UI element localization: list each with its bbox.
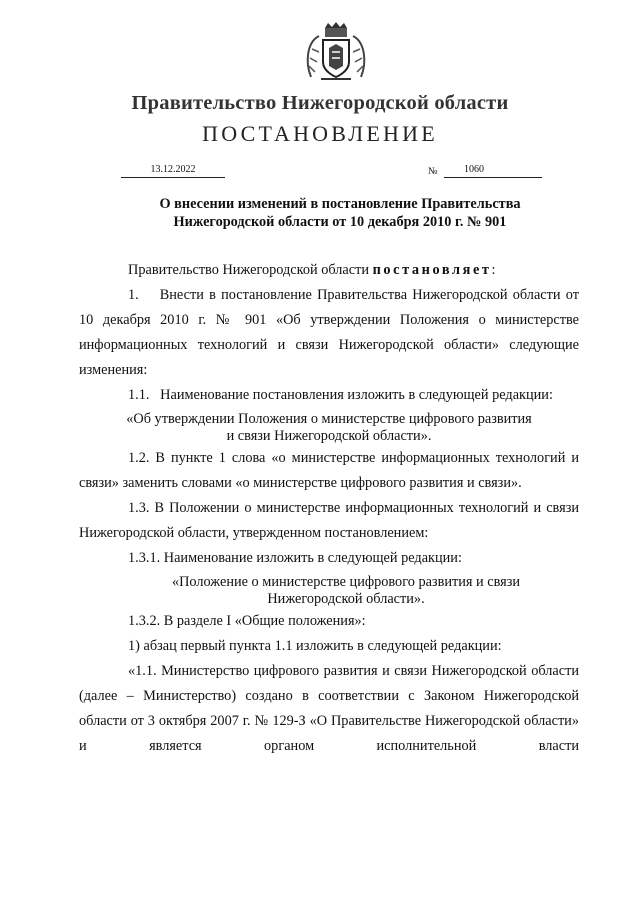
paragraph-1-1: 1.1. Наименование постановления изложить в следующей редакции: bbox=[128, 387, 553, 403]
quote-1-line-1: «Об утверждении Положения о министерстве цифрового развития bbox=[126, 411, 532, 427]
quote-2-line-1: «Положение о министерстве цифрового развития и связи bbox=[171, 574, 521, 590]
decree-body bbox=[79, 258, 579, 759]
quote-1-line-2: и связи Нижегородской области». bbox=[226, 428, 432, 444]
decree-date: 13.12.2022 bbox=[121, 164, 225, 178]
subject-line-1: О внесении изменений в постановление Правительства bbox=[159, 196, 521, 212]
paragraph-sub-1: 1) абзац первый пункта 1.1 изложить в следующей редакции: bbox=[128, 638, 502, 654]
decree-number-field bbox=[444, 164, 542, 178]
paragraph-1: 1. Внести в постановление Правительства Нижегородской области от 10 декабря 2010 г. № 901 «Об утверждении Положения о министерстве информационных технологий и связи Нижегородской области» следующие изменения: bbox=[79, 287, 579, 378]
paragraph-1-2: 1.2. В пункте 1 слова «о министерстве информационных технологий и связи» заменить словами «о министерстве цифрового развития и связи». bbox=[79, 450, 579, 491]
quote-2-line-2: Нижегородской области». bbox=[267, 591, 425, 607]
quote-title-2 bbox=[79, 571, 579, 609]
paragraph-1-3-1: 1.3.1. Наименование изложить в следующей редакции: bbox=[128, 550, 462, 566]
decree-subject bbox=[60, 196, 620, 231]
paragraph-1-3-2: 1.3.2. В разделе I «Общие положения»: bbox=[128, 613, 366, 629]
government-title: Правительство Нижегородской области bbox=[131, 92, 509, 114]
paragraph-1-3: 1.3. В Положении о министерстве информационных технологий и связи Нижегородской области, утвержденном постановлением: bbox=[79, 500, 579, 541]
subject-line-2: Нижегородской области от 10 декабря 2010 г. № 901 bbox=[173, 213, 507, 230]
quote-title-1 bbox=[79, 408, 579, 446]
preamble-colon: : bbox=[491, 262, 496, 278]
document-type-title: ПОСТАНОВЛЕНИЕ bbox=[202, 121, 438, 146]
coat-of-arms-emblem bbox=[301, 22, 371, 84]
decree-verb: постановляет bbox=[372, 262, 492, 278]
preamble-paragraph bbox=[79, 258, 579, 283]
paragraph-1-1-text: «1.1. Министерство цифрового развития и связи Нижегородской области (далее – Министерство) создано в соответствии с Законом Нижегородской области от 3 октября 2007 г. № 129-З «О Правительстве Нижегородской области» и является органом исполнительной власти bbox=[79, 663, 579, 754]
number-sign: № bbox=[428, 166, 438, 177]
decree-number: 1060 bbox=[464, 164, 484, 175]
preamble-text: Правительство Нижегородской области bbox=[128, 262, 373, 278]
